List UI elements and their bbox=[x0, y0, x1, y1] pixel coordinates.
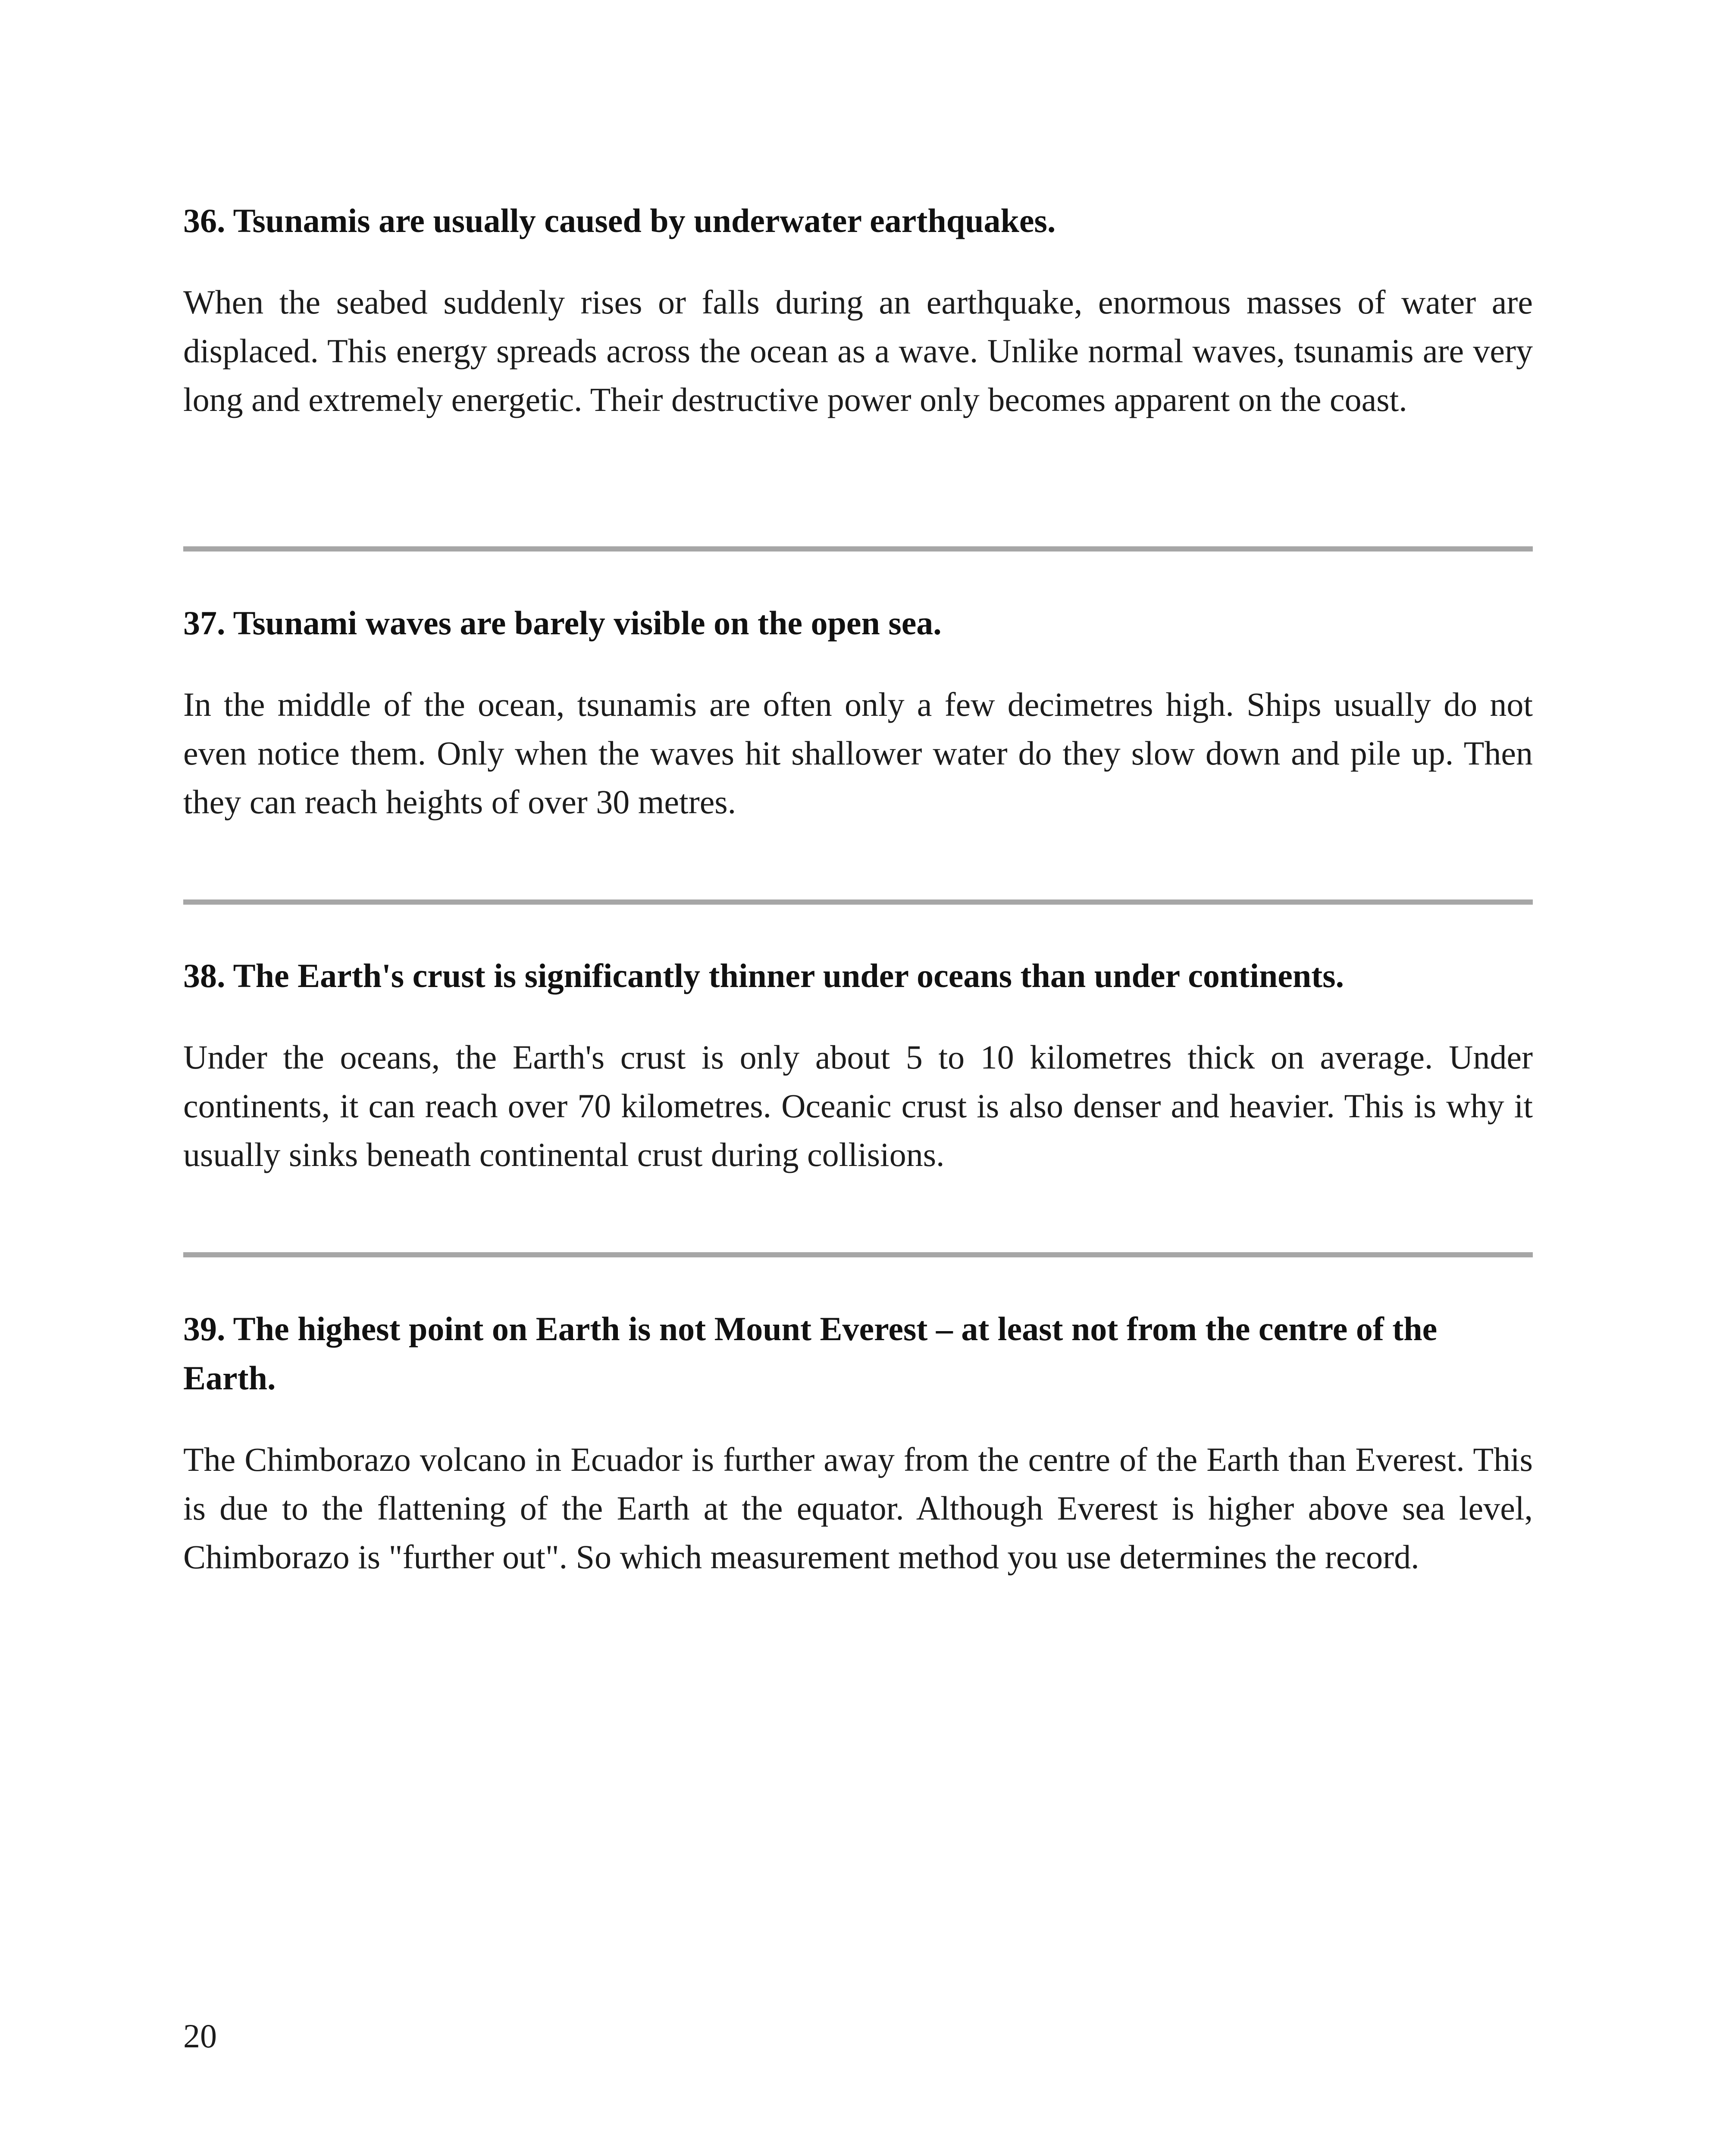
fact-body: When the seabed suddenly rises or falls during an earthquake, enormous masses of water are displaced. This energy spreads across the ocean as a wave. Unlike normal waves, tsunamis are very long and extremely energetic. Their destructive power only becomes apparent on the coast. bbox=[183, 283, 1533, 418]
fact-36 bbox=[183, 196, 1533, 424]
fact-body: In the middle of the ocean, tsunamis are often only a few decimetres high. Ships usually do not even notice them. Only when the waves hit shallower water do they slow down and pile up. Then they can reach heights of over 30 metres. bbox=[183, 686, 1533, 821]
section-divider bbox=[183, 546, 1533, 552]
fact-39 bbox=[183, 1304, 1533, 1581]
page-number: 20 bbox=[183, 2017, 217, 2055]
fact-38 bbox=[183, 951, 1533, 1179]
fact-heading: 37. Tsunami waves are barely visible on the open sea. bbox=[183, 604, 942, 642]
fact-heading: 39. The highest point on Earth is not Mount Everest – at least not from the centre of the Earth. bbox=[183, 1310, 1438, 1397]
section-divider bbox=[183, 1252, 1533, 1257]
fact-body: Under the oceans, the Earth's crust is only about 5 to 10 kilometres thick on average. Under continents, it can reach over 70 kilometres. Oceanic crust is also denser and heavier. This is why it usually sinks beneath continental crust during collisions. bbox=[183, 1038, 1533, 1173]
fact-37 bbox=[183, 599, 1533, 826]
fact-heading: 36. Tsunamis are usually caused by underwater earthquakes. bbox=[183, 202, 1056, 239]
fact-body: The Chimborazo volcano in Ecuador is further away from the centre of the Earth than Everest. This is due to the flattening of the Earth at the equator. Although Everest is higher above sea level, Chimborazo is "further out". So which measurement method you use determines the record. bbox=[183, 1441, 1533, 1576]
section-divider bbox=[183, 899, 1533, 905]
fact-heading: 38. The Earth's crust is significantly thinner under oceans than under continents. bbox=[183, 957, 1344, 994]
